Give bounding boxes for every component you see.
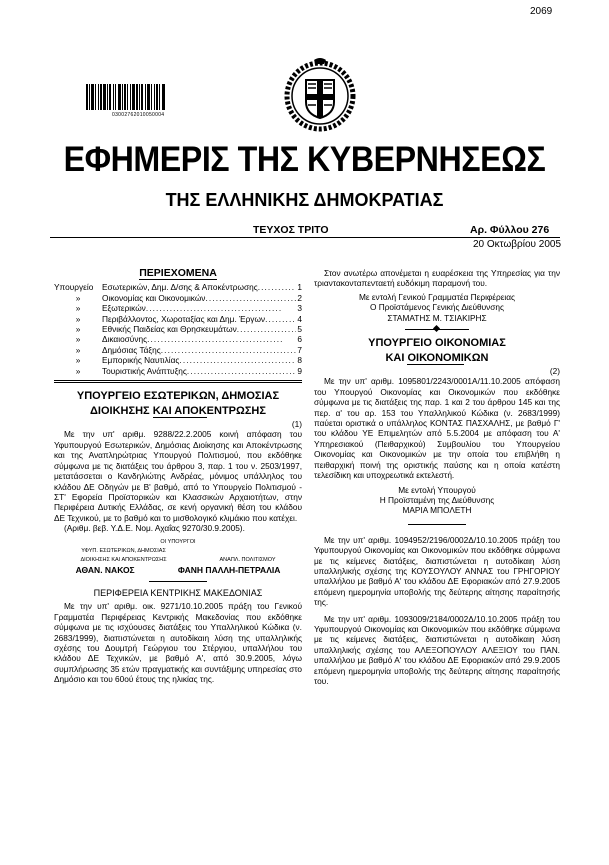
signatory2-title: ΑΝΑΠΛ. ΠΟΛΙΤΙΣΜΟΥ xyxy=(219,556,276,563)
region-decision-continuation: Στον ανωτέρω απονέμεται η ευαρέσκεια της Υπηρεσίας για την τριαντακονταπενταετή ευδόκιμη παραμονή του. xyxy=(314,268,560,289)
toc-item-name: Περιβάλλοντος, Χωροταξίας και Δημ. Έργων xyxy=(102,313,266,324)
sign-line1: Με εντολή Υπουργού xyxy=(398,484,476,495)
toc-item xyxy=(54,345,302,355)
section-divider xyxy=(149,581,207,582)
signatory2-name: ΦΑΝΗ ΠΑΛΛΗ-ΠΕΤΡΑΛΙΑ xyxy=(177,564,281,575)
toc-title xyxy=(54,268,302,278)
heading-part: ΚΑΙ xyxy=(385,352,408,365)
decision-text: Με την υπ' αριθμ. 1093009/2184/0002Δ/10.10.2005 πράξη του Υφυπουργού Οικονομίας και Οικονομικών που εκδόθηκε σύμφωνα με τις κείμενες διατάξεις, διαπιστώνεται η αυτοδίκαιη λύση υπαλληλικής σχέσης του ΑΛΕΞΟΠΟΥΛΟΥ ΑΛΕΞΙΟΥ του ΠΑΝ. υπαλλήλου με βαθμό Α' του κλάδου ΔΕ Εφοριακών από 29.9.2005 επόμενη ημερομηνία υποβολής της δεύτερης αίτησης παραίτησής του. xyxy=(314,613,560,686)
section2-heading xyxy=(314,336,560,366)
signatory1-name: ΑΘΑΝ. ΝΑΚΟΣ xyxy=(75,564,135,575)
toc-item-name: Εξωτερικών xyxy=(102,303,146,314)
toc-item-name: Δημόσιας Τάξης xyxy=(102,344,161,355)
diamond-divider xyxy=(405,329,469,330)
section1-heading-line2 xyxy=(54,404,302,419)
left-column xyxy=(54,268,302,685)
heading-part: ΔΙΟΙΚΗΣΗΣ xyxy=(90,405,153,418)
toc-ministry-label: Υπουργείο xyxy=(54,282,94,293)
barcode-number: 03002762010050004 xyxy=(112,112,165,118)
toc-leader-dots xyxy=(147,334,296,344)
gazette-subtitle: ΤΗΣ ΕΛΛΗΝΙΚΗΣ ΔΗΜΟΚΡΑΤΙΑΣ xyxy=(165,190,444,210)
toc-item xyxy=(54,314,302,324)
toc-item-name: Οικονομίας και Οικονομικών xyxy=(102,292,206,303)
decision-reference: (Αριθμ. βεβ. Υ.Δ.Ε. Νομ. Αχαΐας 9270/30.9.2005). xyxy=(64,523,245,534)
section2-heading-line2 xyxy=(314,351,560,366)
toc-leader-dots xyxy=(237,324,297,334)
toc-item-name: Εθνικής Παιδείας και Θρησκευμάτων xyxy=(102,324,237,335)
toc-item-page: 5 xyxy=(297,324,302,335)
toc-item xyxy=(54,303,302,313)
toc-item xyxy=(54,334,302,344)
region-decision-text: Με την υπ' αριθμ. οικ. 9271/10.10.2005 πράξη του Γενικού Γραμματέα Περιφέρειας Κεντρικής Μακεδονίας που εκδόθηκε σύμφωνα με τις ισχύουσες διατάξεις του Υπαλληλικού Κώδικα (ν. 2683/1999), διαπιστώνεται η αυτοδίκαιη λύση της υπαλληλικής σχέσης του Δουμτρή Γεώργιου του Στέργιου, υπαλλήλου του κλάδου ΔΕ Τεχνικών, με βαθμό Α', από 30.9.2005, λόγω συμπλήρωσης 35 ετών πραγματικής και συντάξιμης υπηρεσίας στο Δημόσιο και του 60ού έτους της ηλικίας της. xyxy=(54,601,302,685)
toc-ditto-mark: » xyxy=(75,334,81,345)
toc-item-name: Δικαιοσύνης xyxy=(102,334,148,345)
toc-item xyxy=(54,366,302,376)
barcode-bar xyxy=(162,84,165,110)
heading-part: ΟΙΚΟΝΟΜΙ xyxy=(407,352,464,365)
signatory1-title-line1: ΥΦΥΠ. ΕΣΩΤΕΡΙΚΩΝ, ΔΗΜΟΣΙΑΣ xyxy=(81,547,166,554)
toc-ditto-mark: » xyxy=(75,303,81,314)
toc-item xyxy=(54,293,302,303)
toc-leader-dots xyxy=(179,355,296,365)
toc-item-page: 3 xyxy=(297,303,302,314)
signatory1-title xyxy=(80,547,166,565)
toc-item-name: Εσωτερικών, Δημ. Δ/σης & Αποκέντρωσης xyxy=(102,282,258,293)
issue-date: 20 Οκτωβρίου 2005 xyxy=(473,239,562,250)
heading-part: ΚΑΙ ΑΠΟΚ xyxy=(152,405,207,418)
toc-leader-dots xyxy=(161,345,297,355)
toc-item-page: 7 xyxy=(297,344,302,355)
toc-list xyxy=(54,282,302,376)
heading-part: ΚΩΝ xyxy=(463,352,489,365)
decision-text: Με την υπ' αριθμ. 9288/22.2.2005 κοινή απόφαση του Υφυπουργού Εσωτερικών, Δημόσιας Διοίκησης και Αποκέντρωσης και της Αναπληρώτριας Υπουργού Πολιτισμού, που εκδόθηκε σύμφωνα με τις διατάξεις του άρθρου 3, παρ. 1 του ν. 2503/1997, μετατάσσεται ο Κανδηλιώτης Ανδρέας, μόνιμος υπάλληλος του κλάδου ΔΕ Οδηγών με Β' βαθμό, από το Υπουργείο Πολιτισμού - ΣΤ' Εφορεία Προϊστορικών και Κλασσικών Αρχαιοτήτων, στην Περιφέρεια Δυτικής Ελλάδας, σε κενή οργανική θέση του κλάδου ΔΕ Τεχνικού, με το βαθμό και το μισθολογικό κλιμάκιο που κατέχει. xyxy=(54,429,302,523)
toc-item xyxy=(54,324,302,334)
signatory-names xyxy=(54,565,302,575)
sign-line2: Η Προϊσταμένη της Διεύθυνσης xyxy=(379,494,495,505)
toc-ditto-mark: » xyxy=(75,313,81,324)
region-heading: ΠΕΡΙΦΕΡΕΙΑ ΚΕΝΤΡΙΚΗΣ ΜΑΚΕΔΟΝΙΑΣ xyxy=(93,587,263,598)
toc-ditto-mark: » xyxy=(75,292,81,303)
toc-item-name: Τουριστικής Ανάπτυξης xyxy=(102,365,187,376)
decision-text: Με την υπ' αριθμ. 1095801/2243/0001Α/11.10.2005 απόφαση του Υπουργού Οικονομίας και Οικονομικών που εκδόθηκε σύμφωνα με τις διατάξεις της παρ. 1 και 2 του άρθρου 145 και της περ. α' του αρ. 153 του Υπαλληλικού Κώδικα (ν. 2683/1999) παύεται οριστικά ο υπάλληλος ΚΟΝΤΑΣ ΠΑΣΧΑΛΗΣ, με βαθμό Γ' του κλάδου ΥΕ Επιμελητών από 5.5.2004 με απόφαση του Α' Υπηρεσιακού (Πειθαρχικού) Συμβουλίου του Υπουργείου Οικονομίας και Οικονομικών με την οποία του επιβλήθη η πειθαρχική ποινή της οριστικής παύσης και η οποία κατέστη τελεσίδικη και υποχρεωτικά εκτελεστή. xyxy=(314,376,560,481)
toc-item-page: 9 xyxy=(297,365,302,376)
section1-heading-line1: ΥΠΟΥΡΓΕΙΟ ΕΣΩΤΕΡΙΚΩΝ, ΔΗΜΟΣΙΑΣ xyxy=(76,390,280,403)
toc-item-page: 1 xyxy=(297,282,302,293)
toc-leader-dots xyxy=(187,366,296,376)
page-number: 2069 xyxy=(530,6,553,17)
region-sign-line2: Ο Προϊστάμενος Γενικής Διεύθυνσης xyxy=(369,302,505,313)
toc-ditto-mark: » xyxy=(75,344,81,355)
toc-item-page: 2 xyxy=(297,292,302,303)
toc-item-page: 8 xyxy=(297,355,302,366)
sign-name: ΜΑΡΙΑ ΜΠΟΛΕΤΗ xyxy=(402,505,472,516)
toc-item xyxy=(54,355,302,365)
signatory1-title-line2: ΔΙΟΙΚΗΣΗΣ ΚΑΙ ΑΠΟΚΕΝΤΡΩΣΗΣ xyxy=(80,556,167,563)
region-sign-line1: Με εντολή Γενικού Γραμματέα Περιφέρειας xyxy=(358,291,516,302)
region-sign-name: ΣΤΑΜΑΤΗΣ Μ. ΤΣΙΑΚΙΡΗΣ xyxy=(387,312,487,323)
right-column xyxy=(314,268,560,686)
barcode xyxy=(86,84,212,110)
toc-ditto-mark: » xyxy=(75,365,81,376)
toc-divider xyxy=(54,380,302,383)
toc-item xyxy=(54,282,302,292)
toc-ditto-mark: » xyxy=(75,355,81,366)
decision-number: (1) xyxy=(291,419,302,430)
issue-label: ΤΕΥΧΟΣ ΤΡΙΤΟ xyxy=(253,224,329,236)
heading-part: ΕΝΤΡΩΣΗΣ xyxy=(206,405,266,418)
sheet-number: Αρ. Φύλλου 276 xyxy=(470,224,550,236)
toc-ditto-mark: » xyxy=(75,324,81,335)
greek-coat-of-arms-icon xyxy=(284,56,356,132)
section2-heading-line1: ΥΠΟΥΡΓΕΙΟ ΟΙΚΟΝΟΜΙΑΣ xyxy=(368,337,506,350)
header-rule xyxy=(50,237,560,238)
signatories-header: ΟΙ ΥΠΟΥΡΓΟΙ xyxy=(160,538,196,545)
toc-leader-dots xyxy=(265,314,296,324)
toc-leader-dots xyxy=(258,282,297,292)
toc-item-page: 6 xyxy=(297,334,302,345)
decision-text: Με την υπ' αριθμ. 1094952/2196/0002Δ/10.10.2005 πράξη του Υφυπουργού Οικονομίας και Οικονομικών που εκδόθηκε σύμφωνα με τις κείμενες διατάξεις, διαπιστώνεται η αυτοδίκαιη λύση υπαλληλικής σχέσης της ΚΟΥΣΟΥΛΟΥ ΑΝΝΑΣ του ΓΡΗΓΟΡΙΟΥ υπαλλήλου με βαθμό Α' του κλάδου ΔΕ Εφοριακών από 27.9.2005 επόμενη ημερομηνία υποβολής της δεύτερης αίτησης παραίτησής της. xyxy=(314,534,560,608)
decision-number: (2) xyxy=(549,366,560,377)
signatory-titles xyxy=(54,547,302,565)
toc-item-name: Εμπορικής Ναυτιλίας xyxy=(102,355,180,366)
toc-item-page: 4 xyxy=(297,313,302,324)
section1-heading xyxy=(54,389,302,419)
toc-leader-dots xyxy=(146,303,297,313)
toc-leader-dots xyxy=(205,293,296,303)
section-divider xyxy=(408,524,466,525)
toc-title-text: ΠΕΡΙΕΧΟΜΕΝΑ xyxy=(139,267,217,279)
gazette-title: ΕΦΗΜΕΡΙΣ ΤΗΣ ΚΥΒΕΡΝΗΣΕΩΣ xyxy=(63,140,546,179)
